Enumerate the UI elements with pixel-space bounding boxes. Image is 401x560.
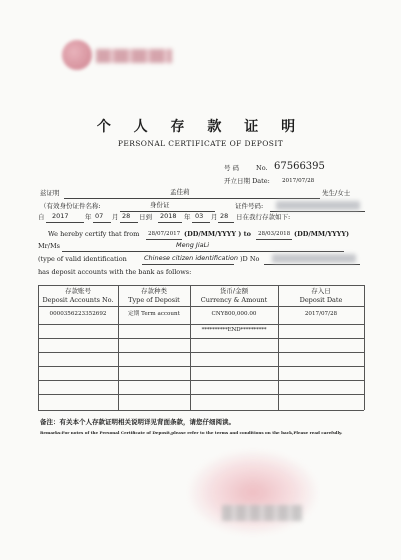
bank-logo	[62, 40, 174, 70]
end-month-suffix: 月	[211, 213, 218, 221]
cell-amount: CNY800,000.00	[211, 311, 257, 317]
period-from-en: 28/07/2017	[148, 231, 181, 237]
salutation: 先生/女士	[322, 189, 351, 197]
certify-closing: has deposit accounts with the bank as follows:	[38, 268, 192, 276]
cell-account: 0000356223352692	[49, 311, 107, 317]
header-type-cn: 存款种类	[141, 287, 167, 295]
end-month: 03	[195, 212, 204, 220]
title-en: PERSONAL CERTIFICATE OF DEPOSIT	[117, 139, 284, 148]
bank-seal-redacted	[188, 450, 318, 535]
start-day-suffix: 日到	[139, 213, 152, 221]
serial-number: 67566395	[274, 161, 325, 172]
id-no-label: 证件号码:	[235, 202, 264, 210]
header-amount-cn: 货币/金额	[219, 287, 249, 295]
header-account-en: Deposit Accounts No.	[42, 296, 114, 304]
end-day: 28	[220, 212, 229, 220]
id-number-redacted	[276, 201, 360, 210]
bank-emblem-icon	[62, 40, 92, 70]
end-day-suffix: 日在我行存款如下:	[236, 213, 291, 221]
mr-ms-label: Mr/Ms	[38, 242, 60, 250]
holder-name-en: Meng JiaLi	[176, 241, 210, 249]
header-type-en: Type of Deposit	[128, 296, 180, 304]
cell-date: 2017/07/28	[304, 311, 338, 317]
holder-name-cn: 孟佳莉	[170, 188, 190, 196]
certify-prefix: 兹证明	[40, 189, 60, 197]
id-type-en: Chinese citizen identification	[144, 254, 238, 262]
name-underline	[64, 198, 320, 199]
header-account-cn: 存款账号	[65, 287, 91, 295]
date-format-1: (DD/MM/YYYY ) to	[184, 230, 251, 238]
start-day: 28	[122, 212, 131, 220]
header-amount-en: Currency & Amount	[200, 296, 268, 304]
id-type-lead-en: (type of valid identification	[38, 255, 127, 263]
period-prefix: 自	[38, 213, 45, 221]
title-cn: 个 人 存 款 证 明	[96, 119, 305, 135]
id-type-label: （有效身份证件名称:	[40, 202, 101, 210]
header-date-cn: 存入日	[311, 287, 331, 295]
id-number-en-redacted	[272, 254, 356, 263]
id-type-value: 身份证	[150, 201, 170, 209]
date-format-2: (DD/MM/YYYY)	[294, 230, 350, 238]
start-month-suffix: 月	[112, 213, 119, 221]
certify-lead-en: We hereby certify that from	[48, 230, 140, 238]
id-no-en-label: )D No	[240, 255, 260, 263]
end-year: 2018	[160, 212, 177, 220]
remarks-cn: 备注：有关本个人存款证明相关说明详见背面条款，请您仔细阅读。	[40, 418, 235, 426]
seal-text-redacted	[222, 505, 302, 521]
issue-date-value: 2017/07/28	[282, 178, 315, 184]
period-to-en: 28/03/2018	[258, 231, 291, 237]
serial-label-en: No.	[256, 164, 268, 172]
bank-name-redacted	[96, 49, 172, 63]
header-date-en: Deposit Date	[299, 296, 343, 304]
remarks-en: Remarks:For notes of the Personal Certificate of Deposit,please refer to the terms and conditions on the back,Please read carefully.	[40, 430, 343, 435]
end-year-suffix: 年	[184, 213, 191, 221]
end-marker: **********END**********	[201, 327, 267, 333]
cell-type: 定期 Term account	[128, 311, 180, 317]
serial-label-cn: 号 码	[224, 164, 240, 172]
issue-date-label: 开立日期 Date:	[224, 177, 270, 185]
start-year-suffix: 年	[85, 213, 92, 221]
start-year: 2017	[52, 212, 69, 220]
start-month: 07	[95, 212, 104, 220]
